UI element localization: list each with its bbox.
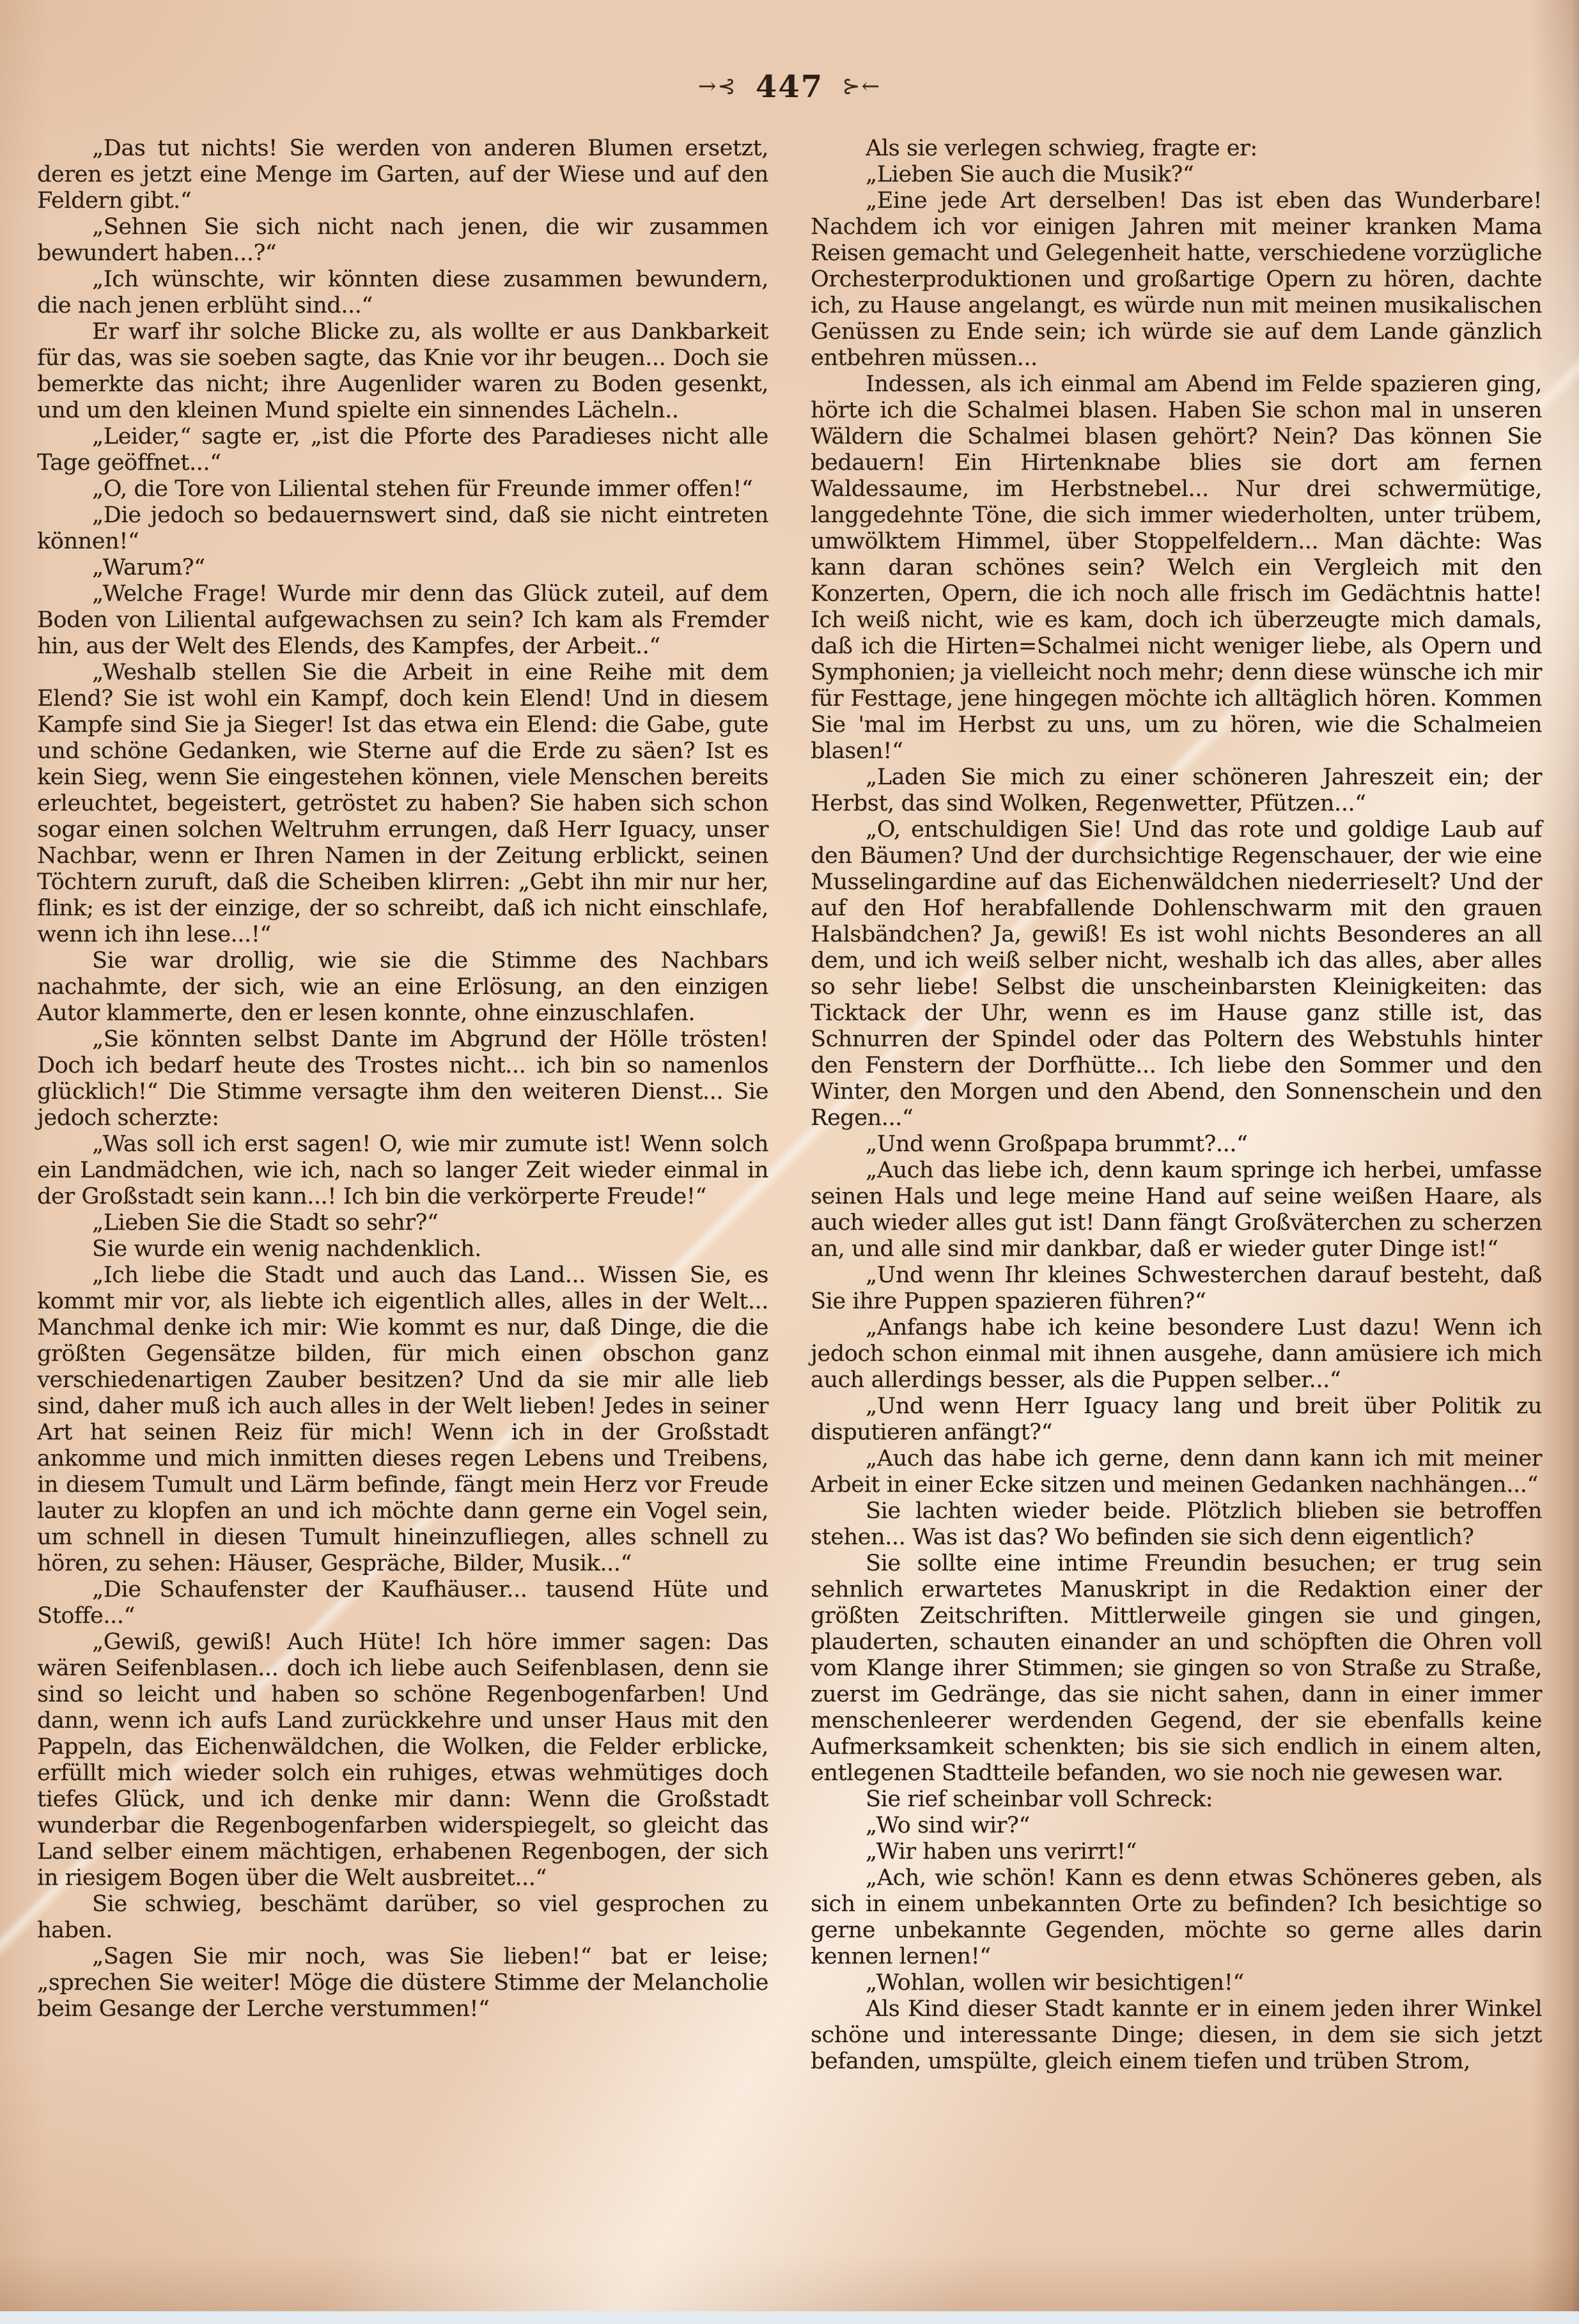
column-left (37, 136, 768, 2075)
paragraph: „Lieben Sie die Stadt so sehr?“ (92, 1210, 439, 1236)
paragraph: „O, entschuldigen Sie! Und das rote und goldige Laub auf den Bäumen? Und der durchsichtige Regenschauer, der wie eine Musselingardine auf das Eichenwäldchen niederrieselt? Und der auf den Hof herabfallende Dohlenschwarm mit den grauen Halsbändchen? Ja, gewiß! Es ist wohl nichts Besonderes an all dem, und ich weiß selber nicht, weshalb ich das alles, aber alles so sehr liebe! Selbst die unscheinbarsten Kleinigkeiten: das Ticktack der Uhr, wenn es im Hause ganz stille ist, das Schnurren der Spindel oder das Poltern des Webstuhls hinter den Fenstern der Dorfhütte... Ich liebe den Sommer und den Winter, den Morgen und den Abend, den Sonnenschein und den Regen...“ (811, 817, 1542, 1131)
paragraph: „Welche Frage! Wurde mir denn das Glück zuteil, auf dem Boden von Liliental aufgewachsen zu sein? Ich kam als Fremder hin, aus der Welt des Elends, des Kampfes, der Arbeit..“ (37, 581, 768, 659)
paragraph: „Und wenn Großpapa brummt?...“ (866, 1131, 1248, 1157)
paragraph: „Weshalb stellen Sie die Arbeit in eine Reihe mit dem Elend? Sie ist wohl ein Kampf, doch kein Elend! Und in diesem Kampfe sind Sie ja Sieger! Ist das etwa ein Elend: die Gabe, gute und schöne Gedanken, wie Sterne auf die Erde zu säen? Ist es kein Sieg, wenn Sie eingestehen können, viele Menschen bereits erleuchtet, begeistert, getröstet zu haben? Sie haben sich schon sogar einen solchen Weltruhm errungen, daß Herr Iguacy, unser Nachbar, wenn er Ihren Namen in der Zeitung erblickt, seinen Töchtern zuruft, daß die Scheiben klirren: „Gebt ihn mir nur her, flink; es ist der einzige, der so schreibt, daß ich nicht einschlafe, wenn ich ihn lese...!“ (37, 660, 768, 947)
paragraph: Sie schwieg, beschämt darüber, so viel gesprochen zu haben. (37, 1891, 768, 1943)
paragraph: „Auch das liebe ich, denn kaum springe ich herbei, umfasse seinen Hals und lege meine Hand auf seine weißen Haare, als auch wieder alles gut ist! Dann fängt Großväterchen zu scherzen an, und alle sind mir dankbar, daß er wieder guter Dinge ist!“ (811, 1158, 1542, 1262)
paragraph: „Eine jede Art derselben! Das ist eben das Wunderbare! Nachdem ich vor einigen Jahren mit meiner kranken Mama Reisen gemacht und Gelegenheit hatte, verschiedene vorzügliche Orchesterproduktionen und großartige Opern zu hören, dachte ich, zu Hause angelangt, es würde nun mit meinen musikalischen Genüssen zu Ende sein; ich würde sie auf dem Lande gänzlich entbehren müssen... (811, 188, 1542, 371)
paragraph: „Anfangs habe ich keine besondere Lust dazu! Wenn ich jedoch schon einmal mit ihnen ausgehe, dann amüsiere ich mich auch allerdings besser, als die Puppen selber...“ (811, 1315, 1542, 1393)
paragraph: „Ach, wie schön! Kann es denn etwas Schöneres geben, als sich in einem unbekannten Orte zu befinden? Ich besichtige so gerne unbekannte Gegenden, möchte so gerne alles darin kennen lernen!“ (811, 1865, 1542, 1969)
paragraph: Er warf ihr solche Blicke zu, als wollte er aus Dankbarkeit für das, was sie soeben sagte, das Knie vor ihr beugen... Doch sie bemerkte das nicht; ihre Augenlider waren zu Boden gesenkt, und um den kleinen Mund spielte ein sinnendes Lächeln.. (37, 319, 768, 423)
paragraph: „Auch das habe ich gerne, denn dann kann ich mit meiner Arbeit in einer Ecke sitzen und meinen Gedanken nachhängen...“ (811, 1446, 1542, 1498)
paragraph: „Warum?“ (92, 555, 205, 580)
paragraph: „Die Schaufenster der Kaufhäuser... tausend Hüte und Stoffe...“ (37, 1577, 768, 1629)
page-number: 447 (755, 69, 824, 105)
paragraph: „Was soll ich erst sagen! O, wie mir zumute ist! Wenn solch ein Landmädchen, wie ich, nach so langer Zeit wieder einmal in der Großstadt sein kann...! Ich bin die verkörperte Freude!“ (37, 1131, 768, 1209)
paragraph: „Sehnen Sie sich nicht nach jenen, die wir zusammen bewundert haben...?“ (37, 214, 768, 266)
paragraph: Sie war drollig, wie sie die Stimme des Nachbars nachahmte, der sich, wie an eine Erlösung, an den einzigen Autor klammerte, den er lesen konnte, ohne einzuschlafen. (37, 948, 768, 1026)
paragraph: Indessen, als ich einmal am Abend im Felde spazieren ging, hörte ich die Schalmei blasen. Haben Sie schon mal in unseren Wäldern die Schalmei blasen gehört? Nein? Das können Sie bedauern! Ein Hirtenknabe blies sie dort am fernen Waldessaume, im Herbstnebel... Nur drei schwermütige, langgedehnte Töne, die sich immer wiederholten, unter trübem, umwölktem Himmel, über Stoppelfeldern... Man dächte: Was kann daran schönes sein? Welch ein Vergleich mit den Konzerten, Opern, die ich noch alle frisch im Gedächtnis hatte! Ich weiß nicht, wie es kam, doch ich überzeugte mich damals, daß ich die Hirten=Schalmei nicht weniger liebe, als Opern und Symphonien; ja vielleicht noch mehr; denn diese wünsche ich mir für Festtage, jene hingegen möchte ich alltäglich hören. Kommen Sie 'mal im Herbst zu uns, um zu hören, wie die Schalmeien blasen!“ (811, 371, 1542, 764)
paragraph: „Leider,“ sagte er, „ist die Pforte des Paradieses nicht alle Tage geöffnet...“ (37, 424, 768, 476)
paragraph: „Und wenn Ihr kleines Schwesterchen darauf besteht, daß Sie ihre Puppen spazieren führen?“ (811, 1262, 1542, 1314)
ornament-right-icon: ⊱← (842, 74, 882, 99)
paragraph: „Und wenn Herr Iguacy lang und breit über Politik zu disputieren anfängt?“ (811, 1393, 1542, 1445)
paragraph: Als sie verlegen schwieg, fragte er: (866, 136, 1257, 161)
paragraph: „Ich liebe die Stadt und auch das Land... Wissen Sie, es kommt mir vor, als liebte ich eigentlich alles, alles in der Welt... Manchmal denke ich mir: Wie kommt es nur, daß Dinge, die die größten Gegensätze bilden, für mich einen obschon ganz verschiedenartigen Zauber besitzen? Und da sie mir alle lieb sind, daher muß ich auch alles in der Welt lieben! Jedes in seiner Art hat seinen Reiz für mich! Wenn ich in der Großstadt ankomme und mich inmitten dieses regen Lebens und Treibens, in diesem Tumult und Lärm befinde, fängt mein Herz vor Freude lauter zu klopfen an und ich möchte dann gerne ein Vogel sein, um schnell in diesen Tumult hineinzufliegen, alles schnell zu hören, zu sehen: Häuser, Gespräche, Bilder, Musik...“ (37, 1262, 768, 1576)
paragraph: „Wir haben uns verirrt!“ (866, 1839, 1137, 1864)
page-header (0, 69, 1579, 105)
paragraph: „Das tut nichts! Sie werden von anderen Blumen ersetzt, deren es jetzt eine Menge im Garten, auf der Wiese und auf den Feldern gibt.“ (37, 136, 768, 213)
text-columns (37, 136, 1542, 2075)
scan-edge (0, 2311, 1579, 2324)
paragraph: „Sie könnten selbst Dante im Abgrund der Hölle trösten! Doch ich bedarf heute des Trostes nicht... ich bin so namenlos glücklich!“ Die Stimme versagte ihm den weiteren Dienst... Sie jedoch scherzte: (37, 1026, 768, 1131)
paragraph: Sie rief scheinbar voll Schreck: (866, 1786, 1213, 1812)
paragraph: „Wo sind wir?“ (866, 1813, 1030, 1838)
paragraph: „Laden Sie mich zu einer schöneren Jahreszeit ein; der Herbst, das sind Wolken, Regenwetter, Pfützen...“ (811, 764, 1542, 816)
paragraph: „Die jedoch so bedauernswert sind, daß sie nicht eintreten können!“ (37, 502, 768, 554)
paragraph: „Gewiß, gewiß! Auch Hüte! Ich höre immer sagen: Das wären Seifenblasen... doch ich liebe auch Seifenblasen, denn sie sind so leicht und haben so schöne Regenbogenfarben! Und dann, wenn ich aufs Land zurückkehre und unser Haus mit den Pappeln, das Eichenwäldchen, die Wolken, die Felder erblicke, erfüllt mich wieder solch ein ruhiges, etwas wehmütiges doch tiefes Glück, und ich denke mir dann: Wenn die Großstadt wunderbar die Regenbogenfarben widerspiegelt, so gleicht das Land selber einem mächtigen, erhabenen Regenbogen, der sich in riesigem Bogen über die Welt ausbreitet...“ (37, 1629, 768, 1891)
paragraph: „Sagen Sie mir noch, was Sie lieben!“ bat er leise; „sprechen Sie weiter! Möge die düstere Stimme der Melancholie beim Gesange der Lerche verstummen!“ (37, 1944, 768, 2022)
paragraph: Sie wurde ein wenig nachdenklich. (92, 1236, 481, 1262)
paragraph: „O, die Tore von Liliental stehen für Freunde immer offen!“ (92, 476, 753, 502)
paragraph: Sie lachten wieder beide. Plötzlich blieben sie betroffen stehen... Was ist das? Wo befinden sie sich denn eigentlich? (811, 1498, 1542, 1550)
paragraph: „Lieben Sie auch die Musik?“ (866, 162, 1194, 187)
column-right (811, 136, 1542, 2075)
paragraph: „Ich wünschte, wir könnten diese zusammen bewundern, die nach jenen erblüht sind...“ (37, 267, 768, 318)
paragraph: Als Kind dieser Stadt kannte er in einem jeden ihrer Winkel schöne und interessante Dinge; diesen, in dem sie sich jetzt befanden, umspülte, gleich einem tiefen und trüben Strom, (811, 1996, 1542, 2074)
paragraph: „Wohlan, wollen wir besichtigen!“ (866, 1970, 1244, 1995)
paragraph: Sie sollte eine intime Freundin besuchen; er trug sein sehnlich erwartetes Manuskript in die Redaktion einer der größten Zeitschriften. Mittlerweile gingen sie und gingen, plauderten, schauten einander an und schöpften die Ohren voll vom Klange ihrer Stimmen; sie gingen so von Straße zu Straße, zuerst im Gedränge, das sie nicht sahen, dann in einer immer menschenleerer werdenden Gegend, der sie ebenfalls keine Aufmerksamkeit schenkten; bis sie sich endlich in einem alten, entlegenen Stadtteile befanden, wo sie noch nie gewesen war. (811, 1551, 1542, 1786)
ornament-left-icon: →⊰ (697, 74, 737, 99)
